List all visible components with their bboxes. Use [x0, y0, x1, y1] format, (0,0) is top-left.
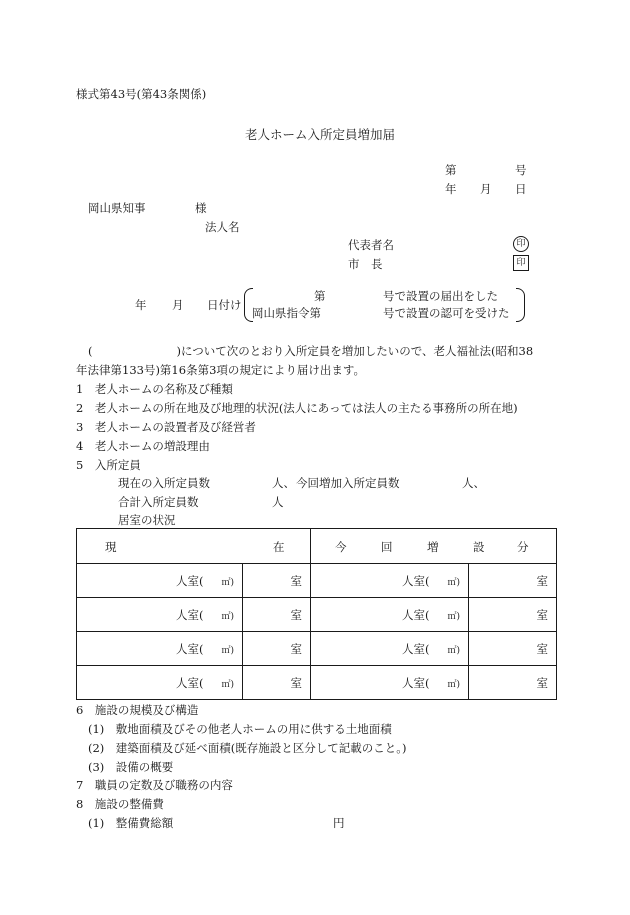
item-6: 6 施設の規模及び構造: [76, 703, 199, 717]
table-row: [77, 598, 557, 632]
mayor-label: 市 長: [348, 257, 383, 271]
item-1: 1 老人ホームの名称及び種類: [76, 382, 233, 396]
rooms-label: 居室の状況: [118, 513, 176, 527]
current-room-count-cell[interactable]: 室: [243, 632, 311, 666]
current-room-size-cell[interactable]: 人室( ㎡): [77, 632, 243, 666]
item-2: 2 老人ホームの所在地及び地理的状況(法人にあっては法人の主たる事務所の所在地): [76, 401, 518, 415]
addressee-sama: 様: [195, 201, 207, 215]
date-line-month: 月: [172, 298, 184, 312]
document-title: 老人ホーム入所定員増加届: [245, 127, 396, 142]
date-line: [0, 288, 630, 322]
date-year: 年: [445, 182, 457, 196]
total-capacity-unit: 人: [272, 495, 284, 509]
corp-name-label: 法人名: [205, 220, 240, 234]
body-line-1-text: )について次のとおり入所定員を増加したいので、老人福祉法(昭和38: [176, 344, 534, 358]
increase-room-size-cell[interactable]: 人室( ㎡): [311, 666, 469, 700]
current-room-size-cell[interactable]: 人室( ㎡): [77, 564, 243, 598]
date-line-year: 年: [135, 298, 147, 312]
increase-room-size-cell[interactable]: 人室( ㎡): [311, 598, 469, 632]
item-6-3: (3) 設備の概要: [88, 760, 174, 774]
header-increase: 今 回 増 設 分: [311, 529, 557, 564]
increase-room-count-cell[interactable]: 室: [469, 564, 557, 598]
increase-room-count-cell[interactable]: 室: [469, 598, 557, 632]
item-3: 3 老人ホームの設置者及び経営者: [76, 420, 256, 434]
date-day: 日: [515, 182, 527, 196]
current-room-count-cell[interactable]: 室: [243, 598, 311, 632]
body-line-1: [88, 343, 533, 359]
seal-square-icon: 印: [513, 254, 529, 271]
item-8: 8 施設の整備費: [76, 797, 164, 811]
date-line-row1-right: 号で設置の届出をした: [383, 289, 498, 303]
date-line-row2-right: 号で設置の認可を受けた: [383, 306, 510, 320]
current-capacity-unit: 人、: [272, 476, 295, 490]
body-open-paren: (: [88, 344, 93, 358]
date-line-dated: 日付け: [207, 298, 242, 312]
header-current: 現 在: [77, 529, 311, 564]
item-4: 4 老人ホームの増設理由: [76, 439, 210, 453]
form-number: 様式第43号(第43条関係): [76, 87, 207, 101]
date-line-row1-left: 第: [314, 289, 326, 303]
item-6-2: (2) 建築面積及び延べ面積(既存施設と区分して記載のこと。): [88, 741, 407, 755]
representative-label: 代表者名: [348, 238, 394, 252]
increase-room-count-cell[interactable]: 室: [469, 632, 557, 666]
current-room-count-cell[interactable]: 室: [243, 564, 311, 598]
increase-capacity-label: 今回増加入所定員数: [296, 476, 400, 490]
current-room-count-cell[interactable]: 室: [243, 666, 311, 700]
body-line-2: 年法律第133号)第16条第3項の規定により届け出ます。: [76, 363, 365, 377]
total-capacity-label: 合計入所定員数: [118, 495, 199, 509]
addressee-governor: 岡山県知事: [88, 201, 146, 215]
current-capacity-label: 現在の入所定員数: [118, 476, 210, 490]
table-header-row: [77, 529, 557, 564]
table-row: [77, 632, 557, 666]
increase-room-count-cell[interactable]: 室: [469, 666, 557, 700]
item-6-1: (1) 敷地面積及びその他老人ホームの用に供する土地面積: [88, 722, 392, 736]
room-status-table: [76, 528, 557, 700]
item-5: 5 入所定員: [76, 458, 141, 472]
increase-room-size-cell[interactable]: 人室( ㎡): [311, 632, 469, 666]
doc-number-go: 号: [515, 163, 527, 177]
table-row: [77, 564, 557, 598]
item-8-1: (1) 整備費総額: [88, 816, 174, 830]
item-7: 7 職員の定数及び職務の内容: [76, 778, 233, 792]
increase-capacity-unit: 人、: [462, 476, 485, 490]
date-line-row2-left: 岡山県指令第: [252, 306, 321, 320]
seal-round-icon: 印: [513, 235, 529, 252]
right-brace-icon: [516, 288, 525, 322]
yen-unit: 円: [333, 816, 345, 830]
increase-room-size-cell[interactable]: 人室( ㎡): [311, 564, 469, 598]
table-row: [77, 666, 557, 700]
date-month: 月: [480, 182, 492, 196]
current-room-size-cell[interactable]: 人室( ㎡): [77, 598, 243, 632]
doc-number-dai: 第: [445, 163, 457, 177]
current-room-size-cell[interactable]: 人室( ㎡): [77, 666, 243, 700]
